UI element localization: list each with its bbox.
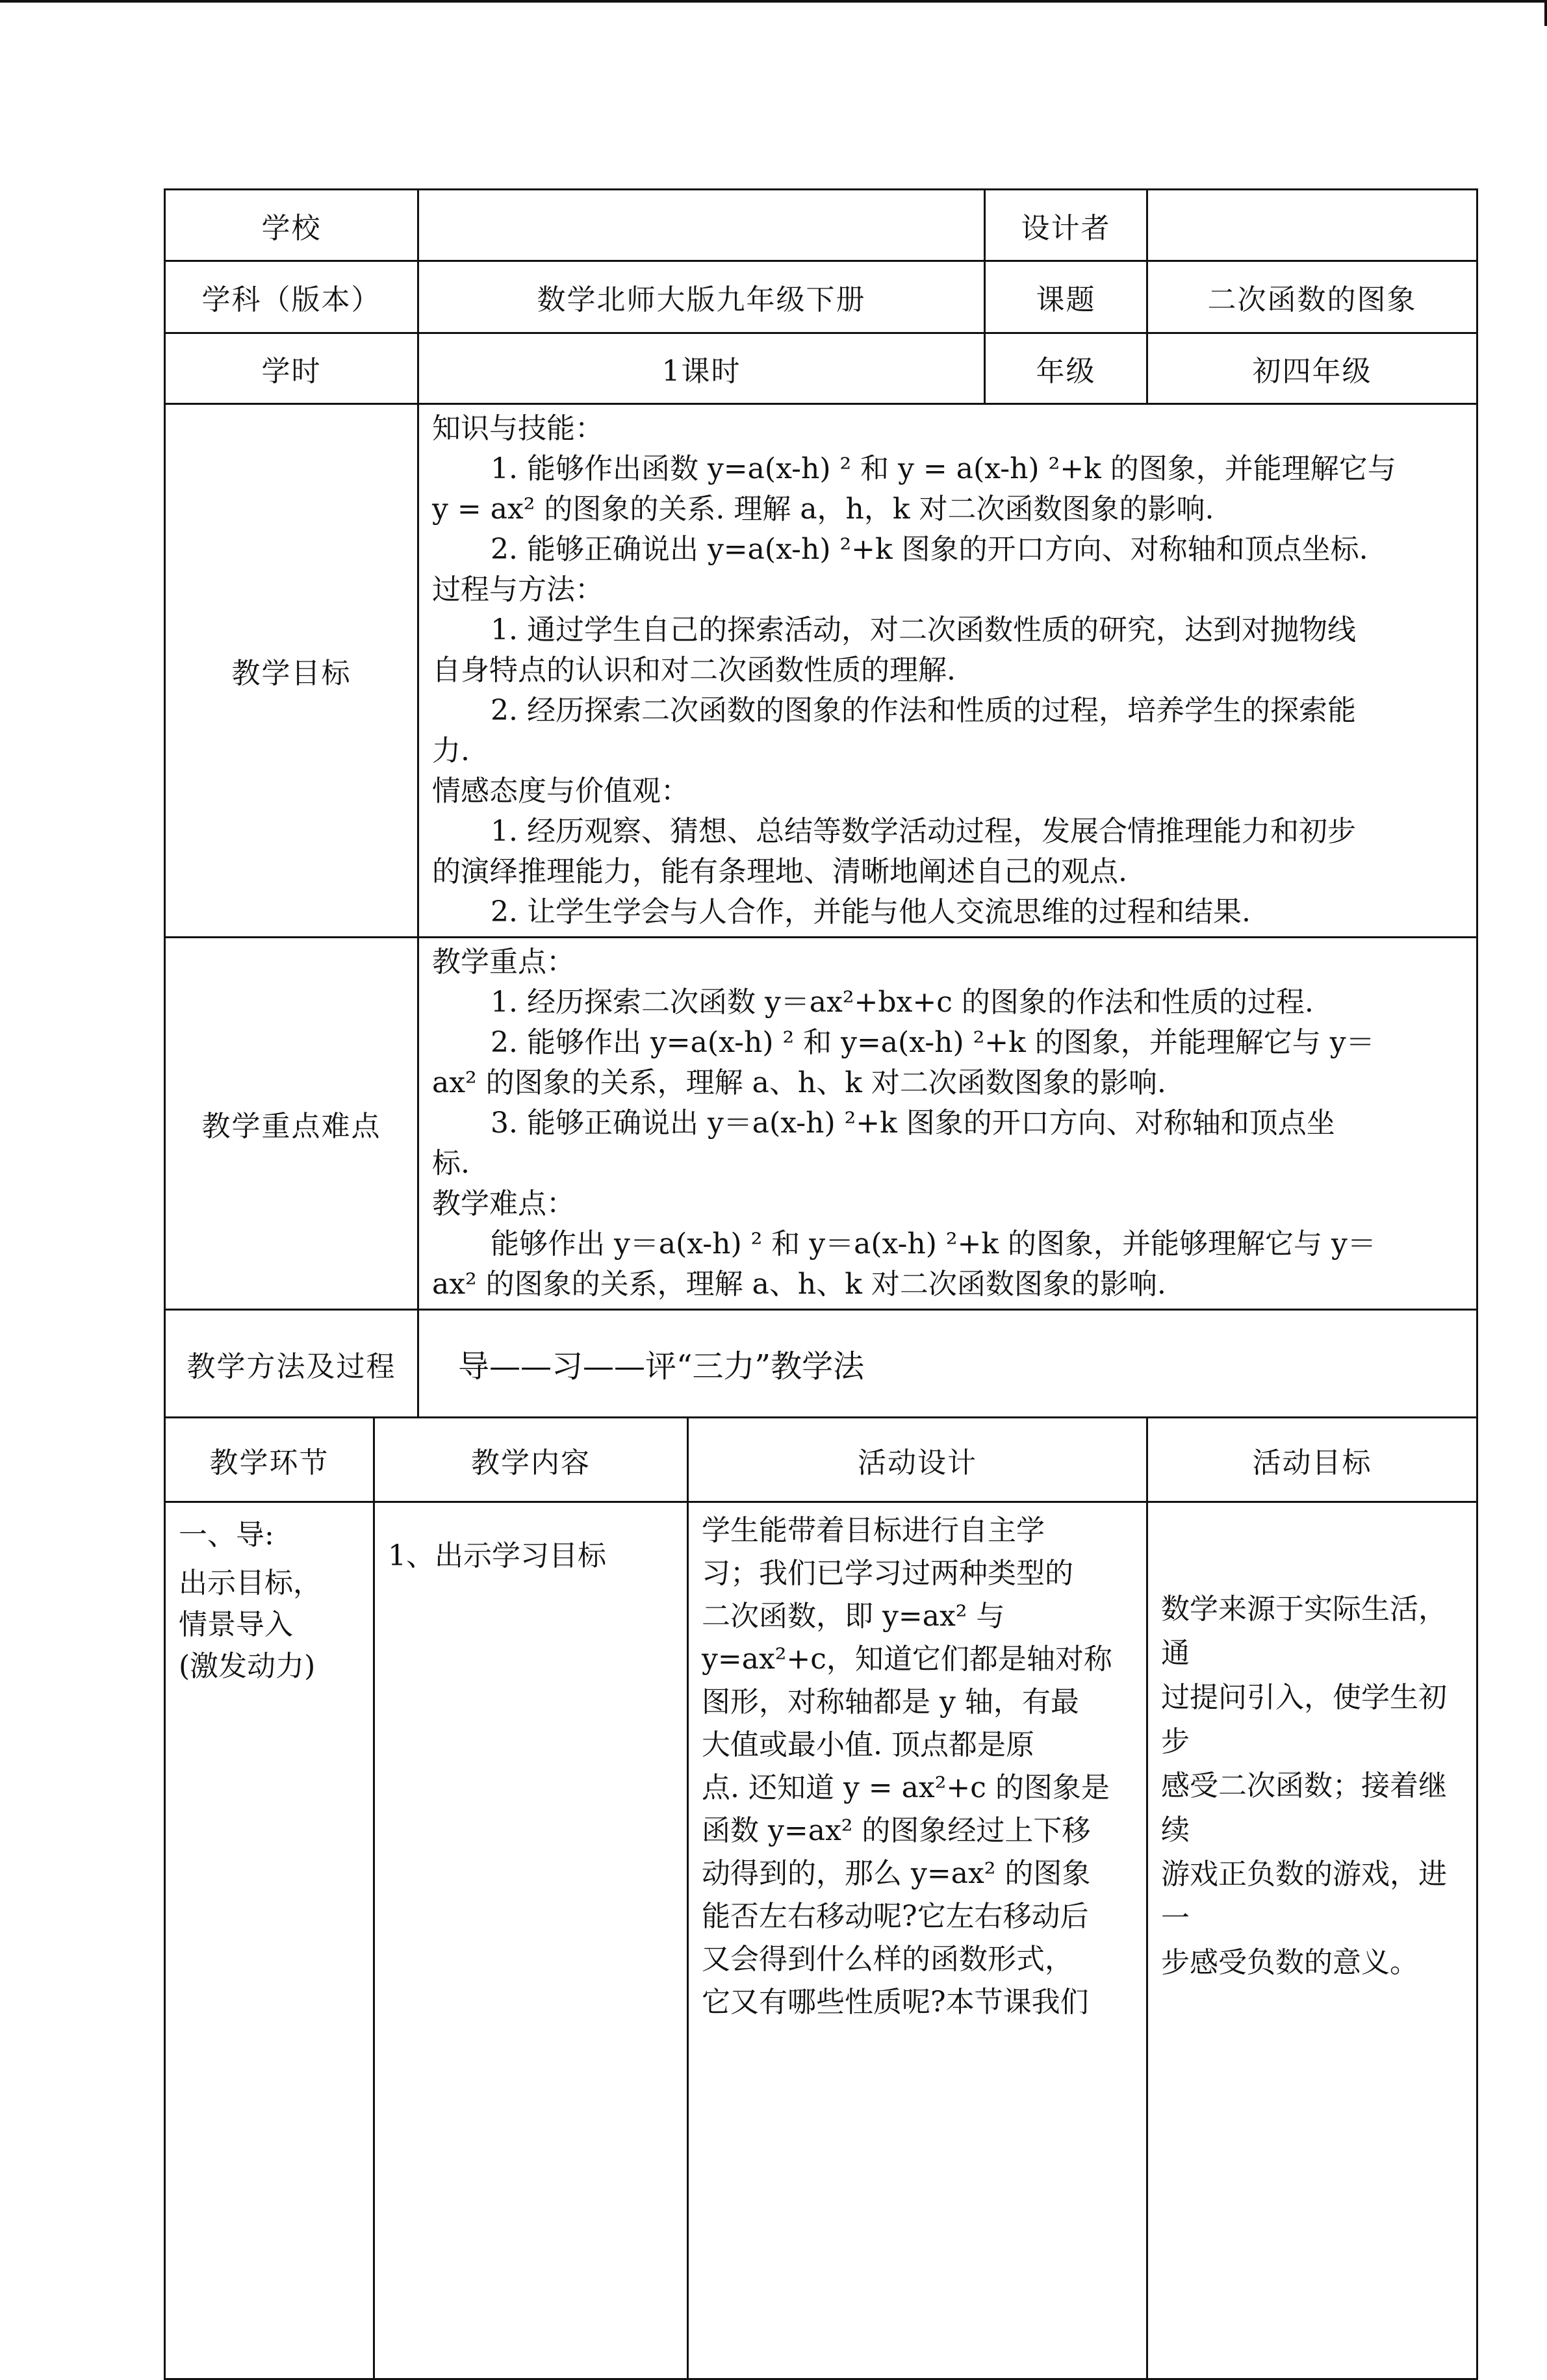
design-line: 点. 还知道 y = ax²+c 的图象是 bbox=[702, 1771, 1110, 1804]
method-value: 导——习——评“三力”教学法 bbox=[418, 1310, 1477, 1418]
stage-cell bbox=[165, 1502, 374, 2379]
row-school bbox=[165, 190, 1477, 261]
knowledge-item-1: 1. 能够作出函数 y=a(x-h) ² 和 y = a(x-h) ²+k 的图象，并能理解它与 bbox=[491, 452, 1396, 485]
goal-cell bbox=[1147, 1502, 1477, 2379]
design-line: 二次函数，即 y=ax² 与 bbox=[702, 1600, 1005, 1633]
goals-content bbox=[418, 404, 1477, 938]
design-line: 学生能带着目标进行自主学 bbox=[702, 1514, 1045, 1547]
design-line: 函数 y=ax² 的图象经过上下移 bbox=[702, 1814, 1091, 1847]
subject-value: 数学北师大版九年级下册 bbox=[418, 261, 985, 333]
period-value: 1课时 bbox=[418, 333, 985, 404]
method-label: 教学方法及过程 bbox=[165, 1310, 418, 1418]
designer-value bbox=[1147, 190, 1477, 261]
stage-sub-1: 出示目标， bbox=[179, 1567, 322, 1600]
designer-label: 设计者 bbox=[985, 190, 1147, 261]
emotion-item-2: 2. 让学生学会与人合作，并能与他人交流思维的过程和结果. bbox=[491, 895, 1251, 928]
process-item-1: 1. 通过学生自己的探索活动，对二次函数性质的研究，达到对抛物线 bbox=[491, 613, 1356, 646]
focus-item-1: 1. 经历探索二次函数 y＝ax²+bx+c 的图象的作法和性质的过程. bbox=[491, 986, 1314, 1019]
difficulty-title: 教学难点： bbox=[432, 1187, 575, 1220]
design-line: 又会得到什么样的函数形式， bbox=[702, 1943, 1073, 1976]
keypoints-content bbox=[418, 938, 1477, 1310]
goal-line: 步感受负数的意义。 bbox=[1161, 1946, 1418, 1979]
difficulty-item-1-cont: ax² 的图象的关系，理解 a、h、k 对二次函数图象的影响. bbox=[432, 1268, 1166, 1301]
goal-line: 感受二次函数；接着继续 bbox=[1161, 1769, 1447, 1847]
process-item-2-cont: 力. bbox=[432, 734, 470, 767]
emotion-title: 情感态度与价值观： bbox=[432, 774, 689, 808]
school-value bbox=[418, 190, 985, 261]
process-title: 过程与方法： bbox=[432, 573, 604, 606]
design-line: 能否左右移动呢?它左右移动后 bbox=[702, 1900, 1089, 1933]
design-line: 动得到的，那么 y=ax² 的图象 bbox=[702, 1857, 1091, 1890]
goal-line: 过提问引入，使学生初步 bbox=[1161, 1681, 1447, 1758]
process-header-row bbox=[165, 1418, 1477, 1502]
design-line: 图形，对称轴都是 y 轴，有最 bbox=[702, 1685, 1079, 1719]
row-method bbox=[165, 1310, 1477, 1418]
stage-sub-3: (激发动力) bbox=[179, 1650, 316, 1683]
row-keypoints bbox=[165, 938, 1477, 1310]
stage-sub-2: 情景导入 bbox=[179, 1608, 293, 1641]
keypoints-label: 教学重点难点 bbox=[165, 938, 418, 1310]
design-line: y=ax²+c，知道它们都是轴对称 bbox=[702, 1643, 1112, 1676]
design-cell bbox=[688, 1502, 1147, 2379]
stage-title: 一、导: bbox=[179, 1518, 274, 1552]
grade-value: 初四年级 bbox=[1147, 333, 1477, 404]
header-goal: 活动目标 bbox=[1147, 1418, 1477, 1502]
page-right-border bbox=[1544, 0, 1547, 26]
header-content: 教学内容 bbox=[374, 1418, 688, 1502]
topic-label: 课题 bbox=[985, 261, 1147, 333]
focus-item-2-cont: ax² 的图象的关系，理解 a、h、k 对二次函数图象的影响. bbox=[432, 1066, 1166, 1099]
process-item-2: 2. 经历探索二次函数的图象的作法和性质的过程，培养学生的探索能 bbox=[491, 694, 1356, 727]
knowledge-item-2: 2. 能够正确说出 y=a(x-h) ²+k 图象的开口方向、对称轴和顶点坐标. bbox=[491, 533, 1368, 566]
page-top-border bbox=[0, 0, 1547, 3]
difficulty-item-1: 能够作出 y＝a(x-h) ² 和 y＝a(x-h) ²+k 的图象，并能够理解它与 y＝ bbox=[491, 1227, 1376, 1260]
header-design: 活动设计 bbox=[688, 1418, 1147, 1502]
grade-label: 年级 bbox=[985, 333, 1147, 404]
focus-item-2: 2. 能够作出 y=a(x-h) ² 和 y=a(x-h) ²+k 的图象，并能理解它与 y＝ bbox=[491, 1026, 1375, 1059]
goals-label: 教学目标 bbox=[165, 404, 418, 938]
design-line: 它又有哪些性质呢?本节课我们 bbox=[702, 1986, 1089, 2019]
emotion-item-1-cont: 的演绎推理能力，能有条理地、清晰地阐述自己的观点. bbox=[432, 855, 1127, 888]
focus-title: 教学重点： bbox=[432, 945, 575, 979]
content-cell: 1、出示学习目标 bbox=[374, 1502, 688, 2379]
design-line: 习；我们已学习过两种类型的 bbox=[702, 1557, 1073, 1590]
focus-item-3-cont: 标. bbox=[432, 1147, 470, 1180]
process-item-1-cont: 自身特点的认识和对二次函数性质的理解. bbox=[432, 654, 956, 687]
lesson-plan-table bbox=[164, 188, 1478, 2380]
topic-value: 二次函数的图象 bbox=[1147, 261, 1477, 333]
subject-label: 学科（版本） bbox=[165, 261, 418, 333]
emotion-item-1: 1. 经历观察、猜想、总结等数学活动过程，发展合情推理能力和初步 bbox=[491, 815, 1356, 848]
goal-line: 游戏正负数的游戏，进一 bbox=[1161, 1858, 1447, 1935]
header-stage: 教学环节 bbox=[165, 1418, 374, 1502]
period-label: 学时 bbox=[165, 333, 418, 404]
design-line: 大值或最小值. 顶点都是原 bbox=[702, 1728, 1034, 1761]
row-goals bbox=[165, 404, 1477, 938]
row-subject bbox=[165, 261, 1477, 333]
row-period bbox=[165, 333, 1477, 404]
goal-line: 数学来源于实际生活，通 bbox=[1161, 1593, 1447, 1670]
knowledge-title: 知识与技能： bbox=[432, 412, 604, 445]
school-label: 学校 bbox=[165, 190, 418, 261]
knowledge-item-1-cont: y = ax² 的图象的关系. 理解 a，h，k 对二次函数图象的影响. bbox=[432, 493, 1214, 526]
focus-item-3: 3. 能够正确说出 y＝a(x-h) ²+k 图象的开口方向、对称轴和顶点坐 bbox=[491, 1107, 1335, 1140]
process-row-1 bbox=[165, 1502, 1477, 2379]
